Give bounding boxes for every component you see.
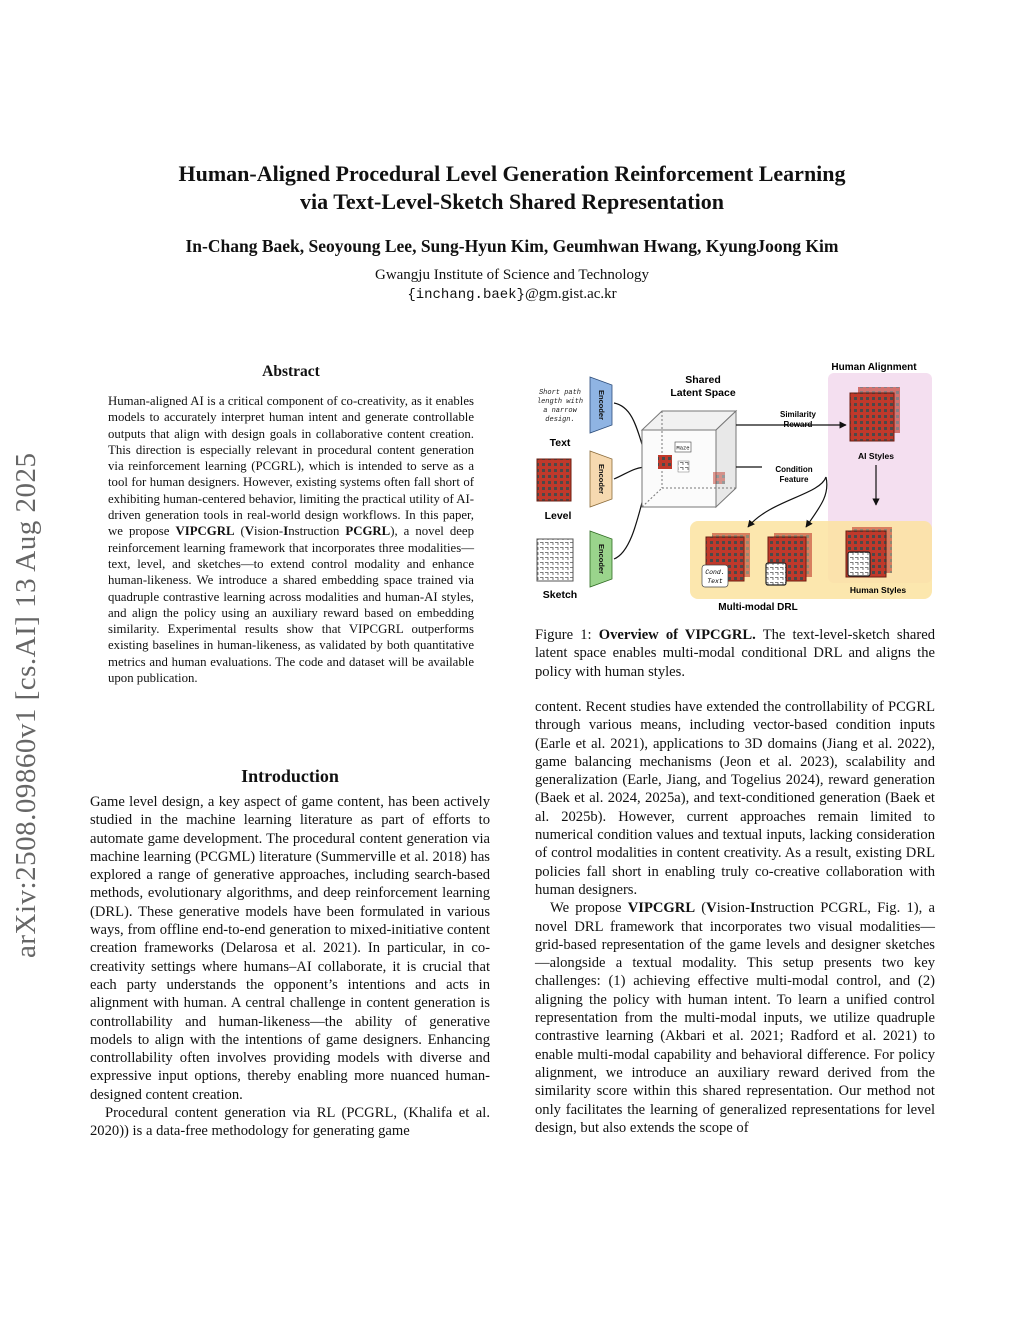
multimodal-drl-label: Multi-modal DRL bbox=[718, 602, 798, 613]
human-style-sketch bbox=[848, 552, 870, 576]
abstract-part-3: ), a novel deep reinforcement learning framework that incorporates three modalities—text, level, and sketches—to extend control modality and enhance human-likeness. We introduce a shared embedding space trained via quadruple contrastive learning across modalities and human-AI styles, and align the policy using an auxiliary reward based on embedding similarity. Experimental results show that VIPCGRL outperforms existing baselines in human-likeness, as validated by both quantitative metrics and human evaluations. The code and dataset will be available upon publication. bbox=[108, 524, 474, 686]
level-thumbnail bbox=[537, 459, 571, 501]
abstract-exp-nstruction: nstruction bbox=[288, 524, 346, 539]
abstract-exp-v: V bbox=[244, 524, 255, 539]
email-domain: @gm.gist.ac.kr bbox=[524, 286, 617, 302]
text-label: Text bbox=[549, 437, 571, 449]
ai-style-level bbox=[850, 393, 894, 441]
author-list: In-Chang Baek, Seoyoung Lee, Sung-Hyun Kim, Geumhwan Hwang, KyungJoong Kim bbox=[185, 236, 839, 256]
introduction-body bbox=[90, 793, 490, 1141]
abstract-text bbox=[108, 393, 474, 686]
latent-level-point-2 bbox=[713, 472, 725, 484]
level-encoder-label: Encoder bbox=[597, 463, 606, 495]
text-input-line-2: length with bbox=[536, 398, 584, 406]
shared-latent-label-line-1: Shared bbox=[685, 374, 721, 386]
figure-1-caption bbox=[535, 626, 935, 681]
latent-maze-label: Maze bbox=[676, 444, 690, 452]
condition-arrow-right bbox=[806, 477, 827, 527]
sketch-encoder-label: Encoder bbox=[597, 543, 606, 575]
caption-bold: Overview of VIPCGRL. bbox=[598, 627, 756, 643]
human-styles-label: Human Styles bbox=[849, 585, 907, 595]
title-line-2: via Text-Level-Sketch Shared Representation bbox=[300, 189, 724, 214]
similarity-reward-line-1: Similarity bbox=[779, 410, 817, 419]
latent-sketch-point bbox=[678, 461, 689, 472]
rp2-part-b: ( bbox=[695, 900, 707, 917]
text-input-line-3: a narrow bbox=[543, 407, 577, 415]
shared-latent-label-line-2: Latent Space bbox=[670, 387, 736, 399]
intro-paragraph-2: Procedural content generation via RL (PCGRL, (Khalifa et al. 2020)) is a data-free methodology for generating game bbox=[90, 1105, 490, 1140]
caption-text: The text-level-sketch shared latent space enables multi-modal conditional DRL and aligns the policy with human styles. bbox=[535, 627, 935, 680]
abstract-part-2: ( bbox=[234, 524, 245, 539]
rp2-v: V bbox=[706, 900, 717, 917]
intro-paragraph-1: Game level design, a key aspect of game content, has been actively studied in the machine learning literature as part of efforts to automate game development. The procedural content generation via machine learning (PCGML) literature (Summerville et al. 2018) has explored a range of generative approaches, including search-based methods, evolutionary algorithms, and deep reinforcement learning (DRL). These generative models have been formulated in various ways, from offline end-to-end generation to mixed-initiative content creation frameworks (Delarosa et al. 2021). In particular, in co-creativity settings where humans–AI collaborate, it is crucial that each party understands the opponent’s intentions and acts in alignment with human. A central challenge in content generation is controllability and human-likeness—the ability of generative models to align with the intentions of game designers. Enhancing controllability often involves providing models with diverse and expressive input options, thereby enabling more nuanced human-designed content creation. bbox=[90, 794, 490, 1103]
rp2-part-a: We propose bbox=[550, 900, 628, 917]
institution: Gwangju Institute of Science and Technology bbox=[374, 267, 650, 283]
cond-sketch-box bbox=[766, 563, 786, 585]
level-label: Level bbox=[544, 510, 572, 522]
shared-latent-cube bbox=[642, 411, 736, 507]
introduction-heading: Introduction bbox=[241, 766, 339, 786]
latent-level-point bbox=[658, 455, 672, 469]
cond-text-line-2: Text bbox=[707, 578, 723, 585]
abstract-exp-ision: ision- bbox=[254, 524, 284, 539]
condition-feature-line-1: Condition bbox=[775, 465, 813, 474]
text-encoder-label: Encoder bbox=[597, 389, 606, 421]
similarity-reward-line-2: Reward bbox=[783, 420, 813, 429]
human-alignment-label: Human Alignment bbox=[831, 362, 917, 373]
abstract-exp-pcgrl: PCGRL bbox=[345, 524, 391, 539]
text-input-line-4: design. bbox=[545, 416, 575, 424]
abstract-heading: Abstract bbox=[262, 363, 320, 380]
arxiv-stamp: arXiv:2508.09860v1 [cs.AI] 13 Aug 2025 bbox=[10, 452, 42, 958]
cond-text-line-1: Cond. bbox=[705, 569, 725, 576]
abstract-part-1: Human-aligned AI is a critical component of co-creativity, as it enables models to accurately interpret human intent and generate controllable outputs that align with design goals in collaborative content creation. This direction is especially relevant in procedural content generation via reinforcement learning (PCGRL), which is intended to serve as a tool for human designers. However, existing systems often fall short of exhibiting human-centered behavior, limiting the practical utility of AI-driven generation tools in real-world design workflows. In this paper, we propose bbox=[108, 394, 474, 539]
condition-feature-line-2: Feature bbox=[779, 475, 809, 484]
affiliation bbox=[90, 266, 934, 305]
right-paragraph-1: content. Recent studies have extended the controllability of PCGRL through various means, including vector-based condition inputs (Earle et al. 2021), applications to 3D domains (Jiang et al. 2022), game balancing mechanisms (Jeon et al. 2023), scalability and generalization (Earle, Jiang, and Togelius 2024), reward generation (Baek et al. 2024, 2025a), and text-conditioned generation (Baek et al. 2025b). However, current approaches remain limited to numerical condition values and textual inputs, lacking consideration of control modalities in content creativity. As a result, existing DRL policies fall short in enabling truly co-creative collaboration with human designers. bbox=[535, 699, 935, 898]
rp2-ision: ision- bbox=[716, 900, 750, 917]
right-paragraph-2 bbox=[535, 899, 935, 1137]
ai-styles-label: AI Styles bbox=[858, 451, 894, 461]
right-column-body bbox=[535, 698, 935, 1137]
abstract-exp-i: I bbox=[283, 524, 289, 539]
text-input-line-1: Short path bbox=[538, 389, 582, 397]
title-line-1: Human-Aligned Procedural Level Generation Reinforcement Learning bbox=[178, 161, 846, 186]
email bbox=[90, 285, 934, 305]
paper-title bbox=[90, 160, 934, 216]
email-user: {inchang.baek} bbox=[407, 287, 525, 303]
rp2-part-c: nstruction PCGRL, Fig. 1), a novel DRL framework that incorporates two visual modalities—grid-based representation of the game levels and designer sketches—alongside a textual modality. This setup presents two key challenges: (1) achieving effective multi-modal control, and (2) aligning the policy with human intent. To learn a unified control representation from the multi-modal inputs, we utilize quadruple contrastive learning (Akbari et al. 2021; Radford et al. 2021) to enable multi-modal capability and behavioral difference. For policy alignment, we introduce an auxiliary reward derived from the similarity score within this shared representation. Our method not only facilitates the learning of generalized representations for level design, but also extends the scope of bbox=[535, 900, 935, 1136]
figure-1-diagram bbox=[530, 355, 940, 617]
sketch-label: Sketch bbox=[542, 589, 578, 601]
rp2-method-name: VIPCGRL bbox=[627, 900, 696, 917]
abstract-method-name: VIPCGRL bbox=[175, 524, 235, 539]
condition-arrow-left bbox=[748, 477, 826, 527]
caption-prefix: Figure 1: bbox=[535, 627, 599, 643]
sketch-thumbnail bbox=[537, 539, 573, 581]
rp2-i: I bbox=[749, 900, 756, 917]
